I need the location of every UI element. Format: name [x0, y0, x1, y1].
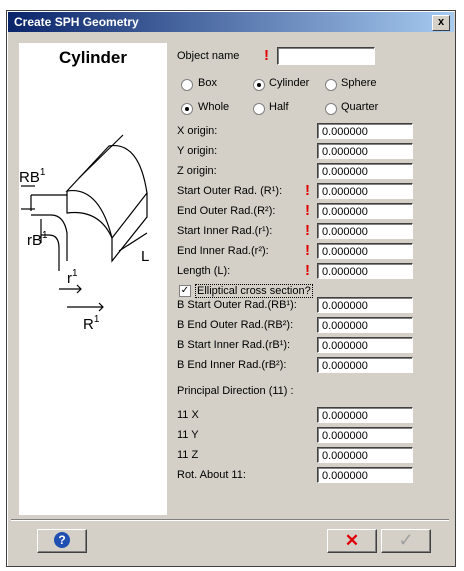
radio-half-label: Half	[269, 101, 289, 113]
start-inner-rad-input[interactable]: 0.000000	[317, 223, 413, 239]
end-inner-rad-label: End Inner Rad.(r²):	[177, 245, 269, 257]
b-start-inner-rad-input[interactable]: 0.000000	[317, 337, 413, 353]
length-field-label: Length (L):	[177, 265, 231, 277]
end-outer-rad-label: End Outer Rad.(R²):	[177, 205, 276, 217]
title-bar[interactable]	[8, 12, 454, 32]
radio-quarter-label: Quarter	[341, 101, 379, 113]
dir-11y-input[interactable]: 0.000000	[317, 427, 413, 443]
close-button[interactable]: x	[432, 15, 450, 31]
b-start-outer-rad-label: B Start Outer Rad.(RB¹):	[177, 299, 297, 311]
help-icon: ?	[54, 532, 70, 548]
start-outer-rad-required-icon: !	[305, 182, 310, 199]
start-inner-rad-label: Start Inner Rad.(r¹):	[177, 225, 273, 237]
ok-button[interactable]	[381, 529, 431, 553]
r-inner-text: r	[67, 270, 72, 287]
object-name-input[interactable]	[277, 47, 375, 65]
elliptical-label: Elliptical cross section?	[197, 285, 311, 297]
r-outer-label	[83, 314, 100, 333]
b-end-outer-rad-input[interactable]: 0.000000	[317, 317, 413, 333]
start-outer-rad-label: Start Outer Rad. (R¹):	[177, 185, 283, 197]
cancel-button[interactable]	[327, 529, 377, 553]
radio-whole[interactable]	[181, 103, 193, 115]
b-start-outer-rad-input[interactable]: 0.000000	[317, 297, 413, 313]
button-bar-separator	[11, 519, 449, 521]
b-end-inner-rad-input[interactable]: 0.000000	[317, 357, 413, 373]
r-inner-label	[67, 268, 78, 287]
z-origin-label: Z origin:	[177, 165, 217, 177]
shape-title: Cylinder	[58, 48, 128, 67]
dir-11x-label: 11 X	[177, 409, 199, 421]
b-end-inner-rad-label: B End Inner Rad.(rB²):	[177, 359, 287, 371]
b-end-outer-rad-label: B End Outer Rad.(RB²):	[177, 319, 294, 331]
radio-whole-label: Whole	[198, 101, 230, 113]
principal-direction-heading: Principal Direction (11) :	[177, 385, 294, 397]
length-label: L	[141, 248, 150, 265]
help-button[interactable]	[37, 529, 87, 553]
r-outer-sup: 1	[93, 314, 100, 325]
window-title: Create SPH Geometry	[14, 15, 139, 29]
r-outer-text: R	[83, 316, 94, 333]
start-inner-rad-required-icon: !	[305, 222, 310, 239]
cancel-icon: ✕	[344, 531, 360, 550]
start-outer-rad-input[interactable]: 0.000000	[317, 183, 413, 199]
radio-box-label: Box	[198, 77, 217, 89]
radio-quarter[interactable]	[325, 103, 337, 115]
radio-box[interactable]	[181, 79, 193, 91]
ok-check-icon: ✓	[398, 530, 414, 550]
dir-11z-input[interactable]: 0.000000	[317, 447, 413, 463]
dir-11x-input[interactable]: 0.000000	[317, 407, 413, 423]
radio-half[interactable]	[253, 103, 265, 115]
end-inner-rad-required-icon: !	[305, 242, 310, 259]
z-origin-input[interactable]: 0.000000	[317, 163, 413, 179]
rb-inner-text: rB	[27, 232, 42, 249]
radio-cylinder[interactable]	[253, 79, 265, 91]
cylinder-diagram	[19, 83, 167, 383]
x-origin-label: X origin:	[177, 125, 218, 137]
rb-outer-label	[19, 167, 46, 186]
end-outer-rad-input[interactable]: 0.000000	[317, 203, 413, 219]
elliptical-checkbox[interactable]: ✓	[180, 285, 190, 296]
required-icon: !	[264, 47, 269, 64]
rot-about-11-input[interactable]: 0.000000	[317, 467, 413, 483]
rb-inner-sup: 1	[42, 230, 48, 241]
end-outer-rad-required-icon: !	[305, 202, 310, 219]
length-input[interactable]: 0.000000	[317, 263, 413, 279]
rb-outer-text: RB	[19, 169, 40, 186]
radio-sphere-label: Sphere	[341, 77, 377, 89]
dir-11y-label: 11 Y	[177, 429, 199, 441]
end-inner-rad-input[interactable]: 0.000000	[317, 243, 413, 259]
radio-cylinder-label: Cylinder	[269, 77, 310, 89]
rb-outer-sup: 1	[39, 167, 46, 178]
y-origin-input[interactable]: 0.000000	[317, 143, 413, 159]
rot-about-11-label: Rot. About 11:	[177, 469, 246, 481]
b-start-inner-rad-label: B Start Inner Rad.(rB¹):	[177, 339, 291, 351]
length-required-icon: !	[305, 262, 310, 279]
dir-11z-label: 11 Z	[177, 449, 199, 461]
rb-inner-label	[27, 230, 48, 249]
r-inner-sup: 1	[72, 268, 78, 279]
x-origin-input[interactable]: 0.000000	[317, 123, 413, 139]
y-origin-label: Y origin:	[177, 145, 218, 157]
radio-sphere[interactable]	[325, 79, 337, 91]
dialog-window	[6, 10, 456, 567]
geometry-preview-panel	[19, 43, 167, 515]
object-name-label: Object name	[177, 50, 240, 62]
